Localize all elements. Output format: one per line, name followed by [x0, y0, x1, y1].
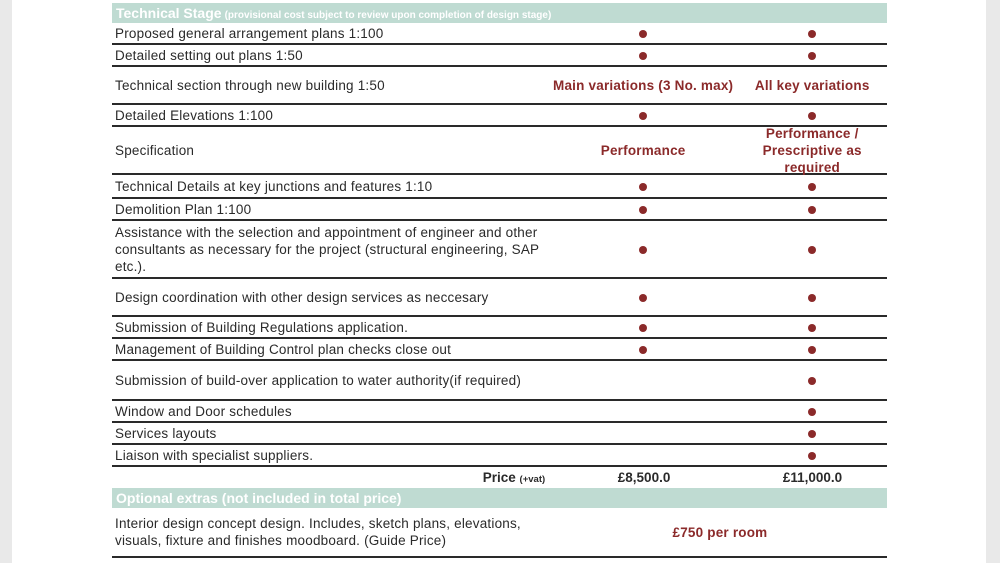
row-description: Demolition Plan 1:100 [115, 201, 252, 217]
price-label-cell [112, 470, 545, 485]
table-row [112, 423, 887, 445]
table-row [112, 199, 887, 221]
column-2-cell [737, 178, 887, 195]
table-row [112, 401, 887, 423]
column-1-cell [553, 201, 734, 218]
price-value-1: £8,500.0 [617, 469, 671, 485]
bullet-dot-icon [639, 324, 647, 332]
document-page [12, 0, 986, 563]
column-1-cell [553, 241, 734, 258]
column-2-cell [737, 47, 887, 64]
column-1-cell [553, 178, 734, 195]
table-row [112, 67, 887, 105]
bullet-dot-icon [639, 246, 647, 254]
column-2-cell [737, 289, 887, 306]
column-2-cell [737, 403, 887, 420]
column-2-cell [737, 372, 887, 389]
table-row [112, 175, 887, 199]
optional-extras-title: Optional extras (not included in total price) [116, 490, 402, 506]
bullet-dot-icon [639, 30, 647, 38]
price-vat: (+vat) [519, 473, 546, 485]
row-description: Detailed setting out plans 1:50 [115, 47, 303, 63]
column-2-cell: All key variations [754, 77, 870, 93]
column-2-cell [737, 107, 887, 124]
row-description: Services layouts [115, 425, 217, 441]
technical-rows [112, 23, 887, 467]
bullet-dot-icon [639, 112, 647, 120]
column-2-cell [737, 341, 887, 358]
row-description: Liaison with specialist suppliers. [115, 447, 314, 463]
bullet-dot-icon [808, 324, 816, 332]
extra-description: Interior design concept design. Includes, sketch plans, elevations, visuals, fixture and finishes moodboard. (Guide Price) [115, 516, 521, 548]
table-row [112, 339, 887, 361]
column-1-cell [553, 107, 734, 124]
column-1-cell [553, 47, 734, 64]
row-description: Assistance with the selection and appointment of engineer and other consultants as necessary for the project (structural engineering, SAP etc.). [115, 224, 540, 274]
technical-stage-title: Technical Stage [116, 5, 222, 21]
bullet-dot-icon [808, 183, 816, 191]
row-description: Management of Building Control plan checks close out [115, 341, 452, 357]
bullet-dot-icon [808, 246, 816, 254]
row-description: Submission of Building Regulations application. [115, 319, 409, 335]
table-row [112, 23, 887, 45]
bullet-dot-icon [808, 408, 816, 416]
table-row [112, 445, 887, 467]
bullet-dot-icon [639, 183, 647, 191]
optional-extras-header [112, 488, 887, 508]
column-2-cell [737, 319, 887, 336]
row-description: Proposed general arrangement plans 1:100 [115, 25, 384, 41]
price-row [112, 467, 887, 487]
column-2-cell [737, 241, 887, 258]
bullet-dot-icon [639, 206, 647, 214]
bullet-dot-icon [808, 452, 816, 460]
extra-row [112, 508, 887, 558]
optional-extras-rows [112, 508, 887, 558]
row-description: Specification [115, 142, 195, 158]
column-2-cell [737, 25, 887, 42]
table-row [112, 127, 887, 175]
column-1-cell [553, 341, 734, 358]
column-1-cell [553, 25, 734, 42]
row-description: Submission of build-over application to water authority(if required) [115, 372, 522, 388]
bullet-dot-icon [808, 52, 816, 60]
services-table [112, 3, 887, 558]
row-description: Window and Door schedules [115, 403, 292, 419]
column-1-cell [553, 319, 734, 336]
column-2-cell: Performance / Prescriptive as required [762, 125, 862, 175]
bullet-dot-icon [808, 30, 816, 38]
column-1-cell: Performance [600, 142, 686, 158]
technical-stage-note: (provisional cost subject to review upon completion of design stage) [224, 10, 552, 21]
table-row [112, 279, 887, 317]
row-description: Technical Details at key junctions and features 1:10 [115, 178, 433, 194]
bullet-dot-icon [808, 377, 816, 385]
column-1-cell: Main variations (3 No. max) [553, 77, 734, 93]
bullet-dot-icon [808, 346, 816, 354]
table-row [112, 361, 887, 401]
technical-stage-header [112, 3, 887, 23]
bullet-dot-icon [808, 430, 816, 438]
table-row [112, 45, 887, 67]
extra-price: £750 per room [672, 524, 768, 540]
bullet-dot-icon [808, 206, 816, 214]
bullet-dot-icon [639, 52, 647, 60]
column-2-cell [737, 447, 887, 464]
bullet-dot-icon [639, 294, 647, 302]
column-1-cell [553, 289, 734, 306]
row-description: Detailed Elevations 1:100 [115, 107, 274, 123]
row-description: Technical section through new building 1:50 [115, 77, 385, 93]
price-value-2: £11,000.0 [782, 469, 843, 485]
table-row [112, 317, 887, 339]
price-label: Price [482, 469, 516, 485]
column-2-cell [737, 201, 887, 218]
bullet-dot-icon [639, 346, 647, 354]
bullet-dot-icon [808, 294, 816, 302]
row-description: Design coordination with other design services as neccesary [115, 289, 489, 305]
bullet-dot-icon [808, 112, 816, 120]
column-2-cell [737, 425, 887, 442]
table-row [112, 221, 887, 279]
